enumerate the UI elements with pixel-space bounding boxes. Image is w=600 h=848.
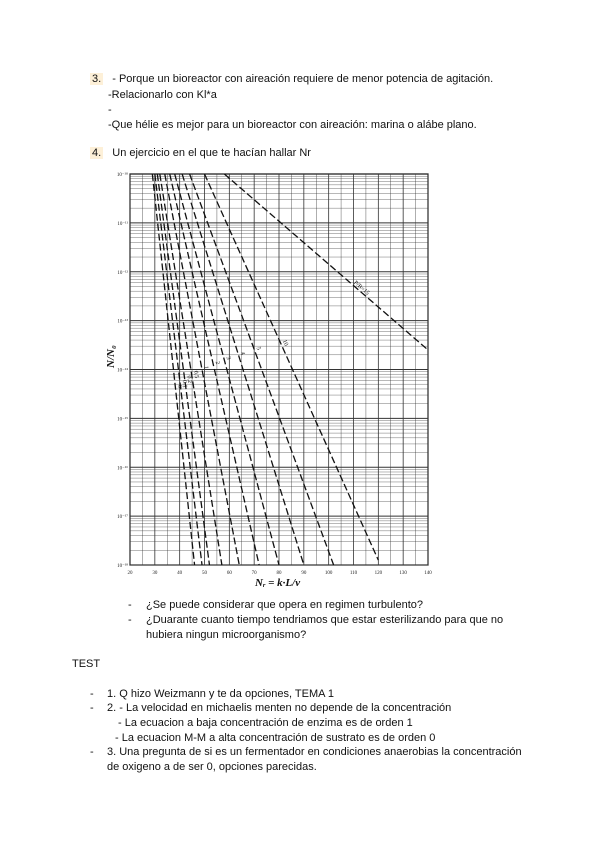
test-item-1: 1. Q hizo Weizmann y te da opciones, TEMA 1 [107, 688, 335, 700]
test-item-3: 3. Una pregunta de si es un fermentador en condiciones anaerobias la concentración [107, 746, 522, 758]
curve-label: 0.5 [192, 370, 200, 379]
question-4 [90, 146, 311, 160]
x-tick-label: 90 [301, 571, 307, 576]
test-item-2: 2. - La velocidad en michaelis menten no depende de la concentración [107, 702, 452, 714]
curve-label: 1 [202, 365, 209, 370]
curve-label: 0.1 [180, 379, 188, 389]
x-tick-label: 110 [349, 571, 358, 576]
test-item-3-cont: de oxigeno a de ser 0, opciones parecidas. [107, 761, 317, 773]
curve-label: 5 [254, 346, 262, 352]
y-tick-label: 10⁻¹² [117, 270, 128, 276]
x-tick-label: 60 [226, 571, 232, 576]
x-tick-label: 40 [177, 571, 183, 576]
y-tick-label: 10⁻¹⁰ [116, 173, 128, 178]
question-4-text: Un ejercicio en el que te hacían hallar Nr [112, 147, 311, 159]
x-tick-label: 140 [424, 571, 432, 576]
test-bullet-3: - [90, 746, 94, 758]
x-tick-label: 20 [127, 571, 133, 576]
question-3-line3: - [108, 104, 112, 116]
x-tick-label: 80 [276, 571, 282, 576]
test-item-2a: - La ecuacion a baja concentración de enzima es de orden 1 [118, 717, 413, 729]
x-tick-label: 70 [251, 571, 257, 576]
y-tick-label: 10⁻¹³ [117, 319, 128, 325]
chart-question-2: ¿Duarante cuanto tiempo tendriamos que estar esterilizando para que no [146, 614, 504, 626]
chart-ylabel: N/N₀ [105, 345, 117, 368]
question-4-number: 4. [92, 147, 102, 159]
chart-ticks [117, 172, 432, 576]
curve-label: 0.2 [185, 375, 193, 384]
curve-pe-15 [224, 174, 428, 350]
x-tick-label: 30 [152, 571, 158, 576]
chart-question-bullet-2: - [128, 614, 132, 626]
y-tick-label: 10⁻¹⁴ [117, 368, 128, 374]
question-3-line1: - Porque un bioreactor con aireación requiere de menor potencia de agitación. [112, 73, 494, 85]
curve-label: 0 [176, 384, 183, 389]
curve-label: P/B=15 [352, 280, 371, 297]
chart-question-2-cont: hubiera ningun microorganismo? [146, 629, 307, 641]
question-3-line4: -Que hélie es mejor para un bioreactor con aireación: marina o alábe plano. [108, 119, 477, 131]
y-tick-label: 10⁻¹¹ [117, 221, 128, 227]
x-tick-label: 100 [324, 571, 333, 576]
x-tick-label: 120 [374, 571, 383, 576]
y-tick-label: 10⁻¹⁶ [117, 466, 128, 472]
sterilization-chart [100, 168, 440, 588]
test-bullet-2: - [90, 702, 94, 714]
y-tick-label: 10⁻¹⁷ [117, 515, 128, 521]
curve-label: 10 [280, 339, 289, 348]
chart-xlabel: Nᵣ = k·L/v [255, 577, 301, 588]
test-item-2b: - La ecuacion M-M a alta concentración de sustrato es de orden 0 [115, 732, 436, 744]
question-3-line2: -Relacionarlo con Kl*a [108, 89, 217, 101]
chart-question-bullet-1: - [128, 599, 132, 611]
y-tick-label: 10⁻¹⁸ [117, 564, 128, 569]
chart-grid [130, 174, 428, 565]
chart-question-1: ¿Se puede considerar que opera en regimen turbulento? [146, 599, 424, 611]
question-3 [90, 72, 493, 86]
y-tick-label: 10⁻¹⁵ [117, 417, 128, 423]
curve-label: 2 [213, 360, 221, 366]
curve-label: 4 [238, 351, 246, 356]
curve-label: 3 [224, 355, 232, 361]
x-tick-label: 50 [202, 571, 207, 576]
test-heading: TEST [72, 658, 101, 670]
question-3-number: 3. [92, 73, 102, 85]
test-bullet-1: - [90, 688, 94, 700]
x-tick-label: 130 [399, 571, 407, 576]
